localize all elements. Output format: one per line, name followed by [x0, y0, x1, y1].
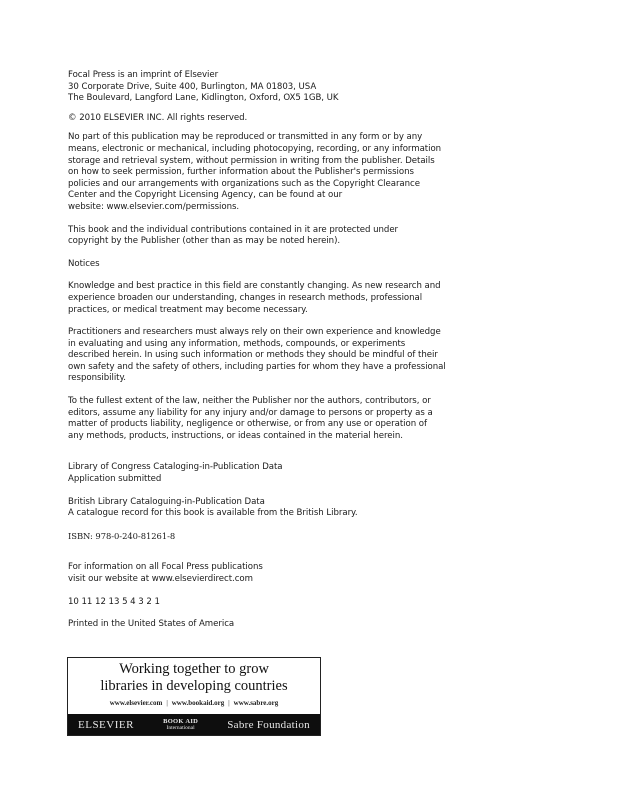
- banner-headline-line1: Working together to grow: [119, 661, 269, 677]
- notices-heading: Notices: [68, 258, 100, 269]
- banner-headline: [68, 658, 320, 694]
- bookaid-logo-sub: International: [166, 724, 195, 731]
- isbn: ISBN: 978-0-240-81261-8: [68, 530, 176, 541]
- bookaid-logo-name: BOOK AID: [163, 717, 199, 725]
- notice-paragraph: To the fullest extent of the law, neither the Publisher nor the authors, contributors, or editors, assume any liability for any injury and/or damage to persons or property as a matter of products liability, negligence or otherwise, or from any use or operation of any methods, products, instructions, or ideas contained in the material herein.: [68, 396, 433, 441]
- elsevier-logo: ELSEVIER: [78, 718, 134, 731]
- elsevier-link[interactable]: www.elsevier.com: [109, 699, 163, 707]
- info-line: For information on all Focal Press publications: [68, 562, 263, 573]
- printed-in: Printed in the United States of America: [68, 619, 235, 630]
- print-line: 10 11 12 13 5 4 3 2 1: [68, 596, 160, 607]
- website-line: visit our website at www.elsevierdirect.com: [68, 574, 253, 584]
- address-us: 30 Corporate Drive, Suite 400, Burlington, MA 01803, USA: [68, 81, 317, 92]
- notice-paragraph: Knowledge and best practice in this field are constantly changing. As new research and experience broaden our understanding, changes in research methods, professional practices, or medical treatment may become necessary.: [68, 281, 441, 315]
- contributions-paragraph: This book and the individual contributions contained in it are protected under copyright by the Publisher (other than as may be noted herein).: [68, 224, 399, 247]
- link-separator: |: [166, 699, 168, 707]
- libraries-banner: [67, 657, 321, 736]
- sabre-logo: Sabre Foundation: [227, 718, 310, 731]
- loc-cip-status: Application submitted: [68, 474, 162, 485]
- link-separator: |: [228, 699, 230, 707]
- address-uk: The Boulevard, Langford Lane, Kidlington, Oxford, OX5 1GB, UK: [68, 93, 339, 104]
- notice-paragraph: Practitioners and researchers must always rely on their own experience and knowledge in evaluating and using any information, methods, compounds, or experiments described herein. In using such information or methods they should be mindful of their own safety and the safety of others, including parties for whom they have a professional responsibility.: [68, 327, 446, 384]
- bookaid-logo: [163, 719, 198, 731]
- loc-cip-title: Library of Congress Cataloging-in-Publication Data: [68, 462, 283, 473]
- banner-logo-strip: [68, 714, 320, 735]
- copyright-notice: © 2010 ELSEVIER INC. All rights reserved.: [68, 112, 248, 123]
- copyright-page: [68, 70, 468, 631]
- bl-cip-title: British Library Cataloguing-in-Publication Data: [68, 496, 265, 507]
- banner-links: [68, 699, 320, 707]
- sabre-link[interactable]: www.sabre.org: [233, 699, 279, 707]
- imprint-line: Focal Press is an imprint of Elsevier: [68, 70, 219, 80]
- bookaid-link[interactable]: www.bookaid.org: [171, 699, 225, 707]
- bl-cip-status: A catalogue record for this book is available from the British Library.: [68, 508, 358, 519]
- imprint-block: [68, 70, 468, 105]
- banner-headline-line2: libraries in developing countries: [100, 677, 288, 694]
- permissions-paragraph: No part of this publication may be reproduced or transmitted in any form or by any means, electronic or mechanical, including photocopying, recording, or any information storage and retrieval system, without permission in writing from the publisher. Details on how to seek permission, further information about the Publisher's permissions policies and our arrangements with organizations such as the Copyright Clearance Center and the Copyright Licensing Agency, can be found at our website: www.elsevier.com/permissions.: [68, 132, 442, 212]
